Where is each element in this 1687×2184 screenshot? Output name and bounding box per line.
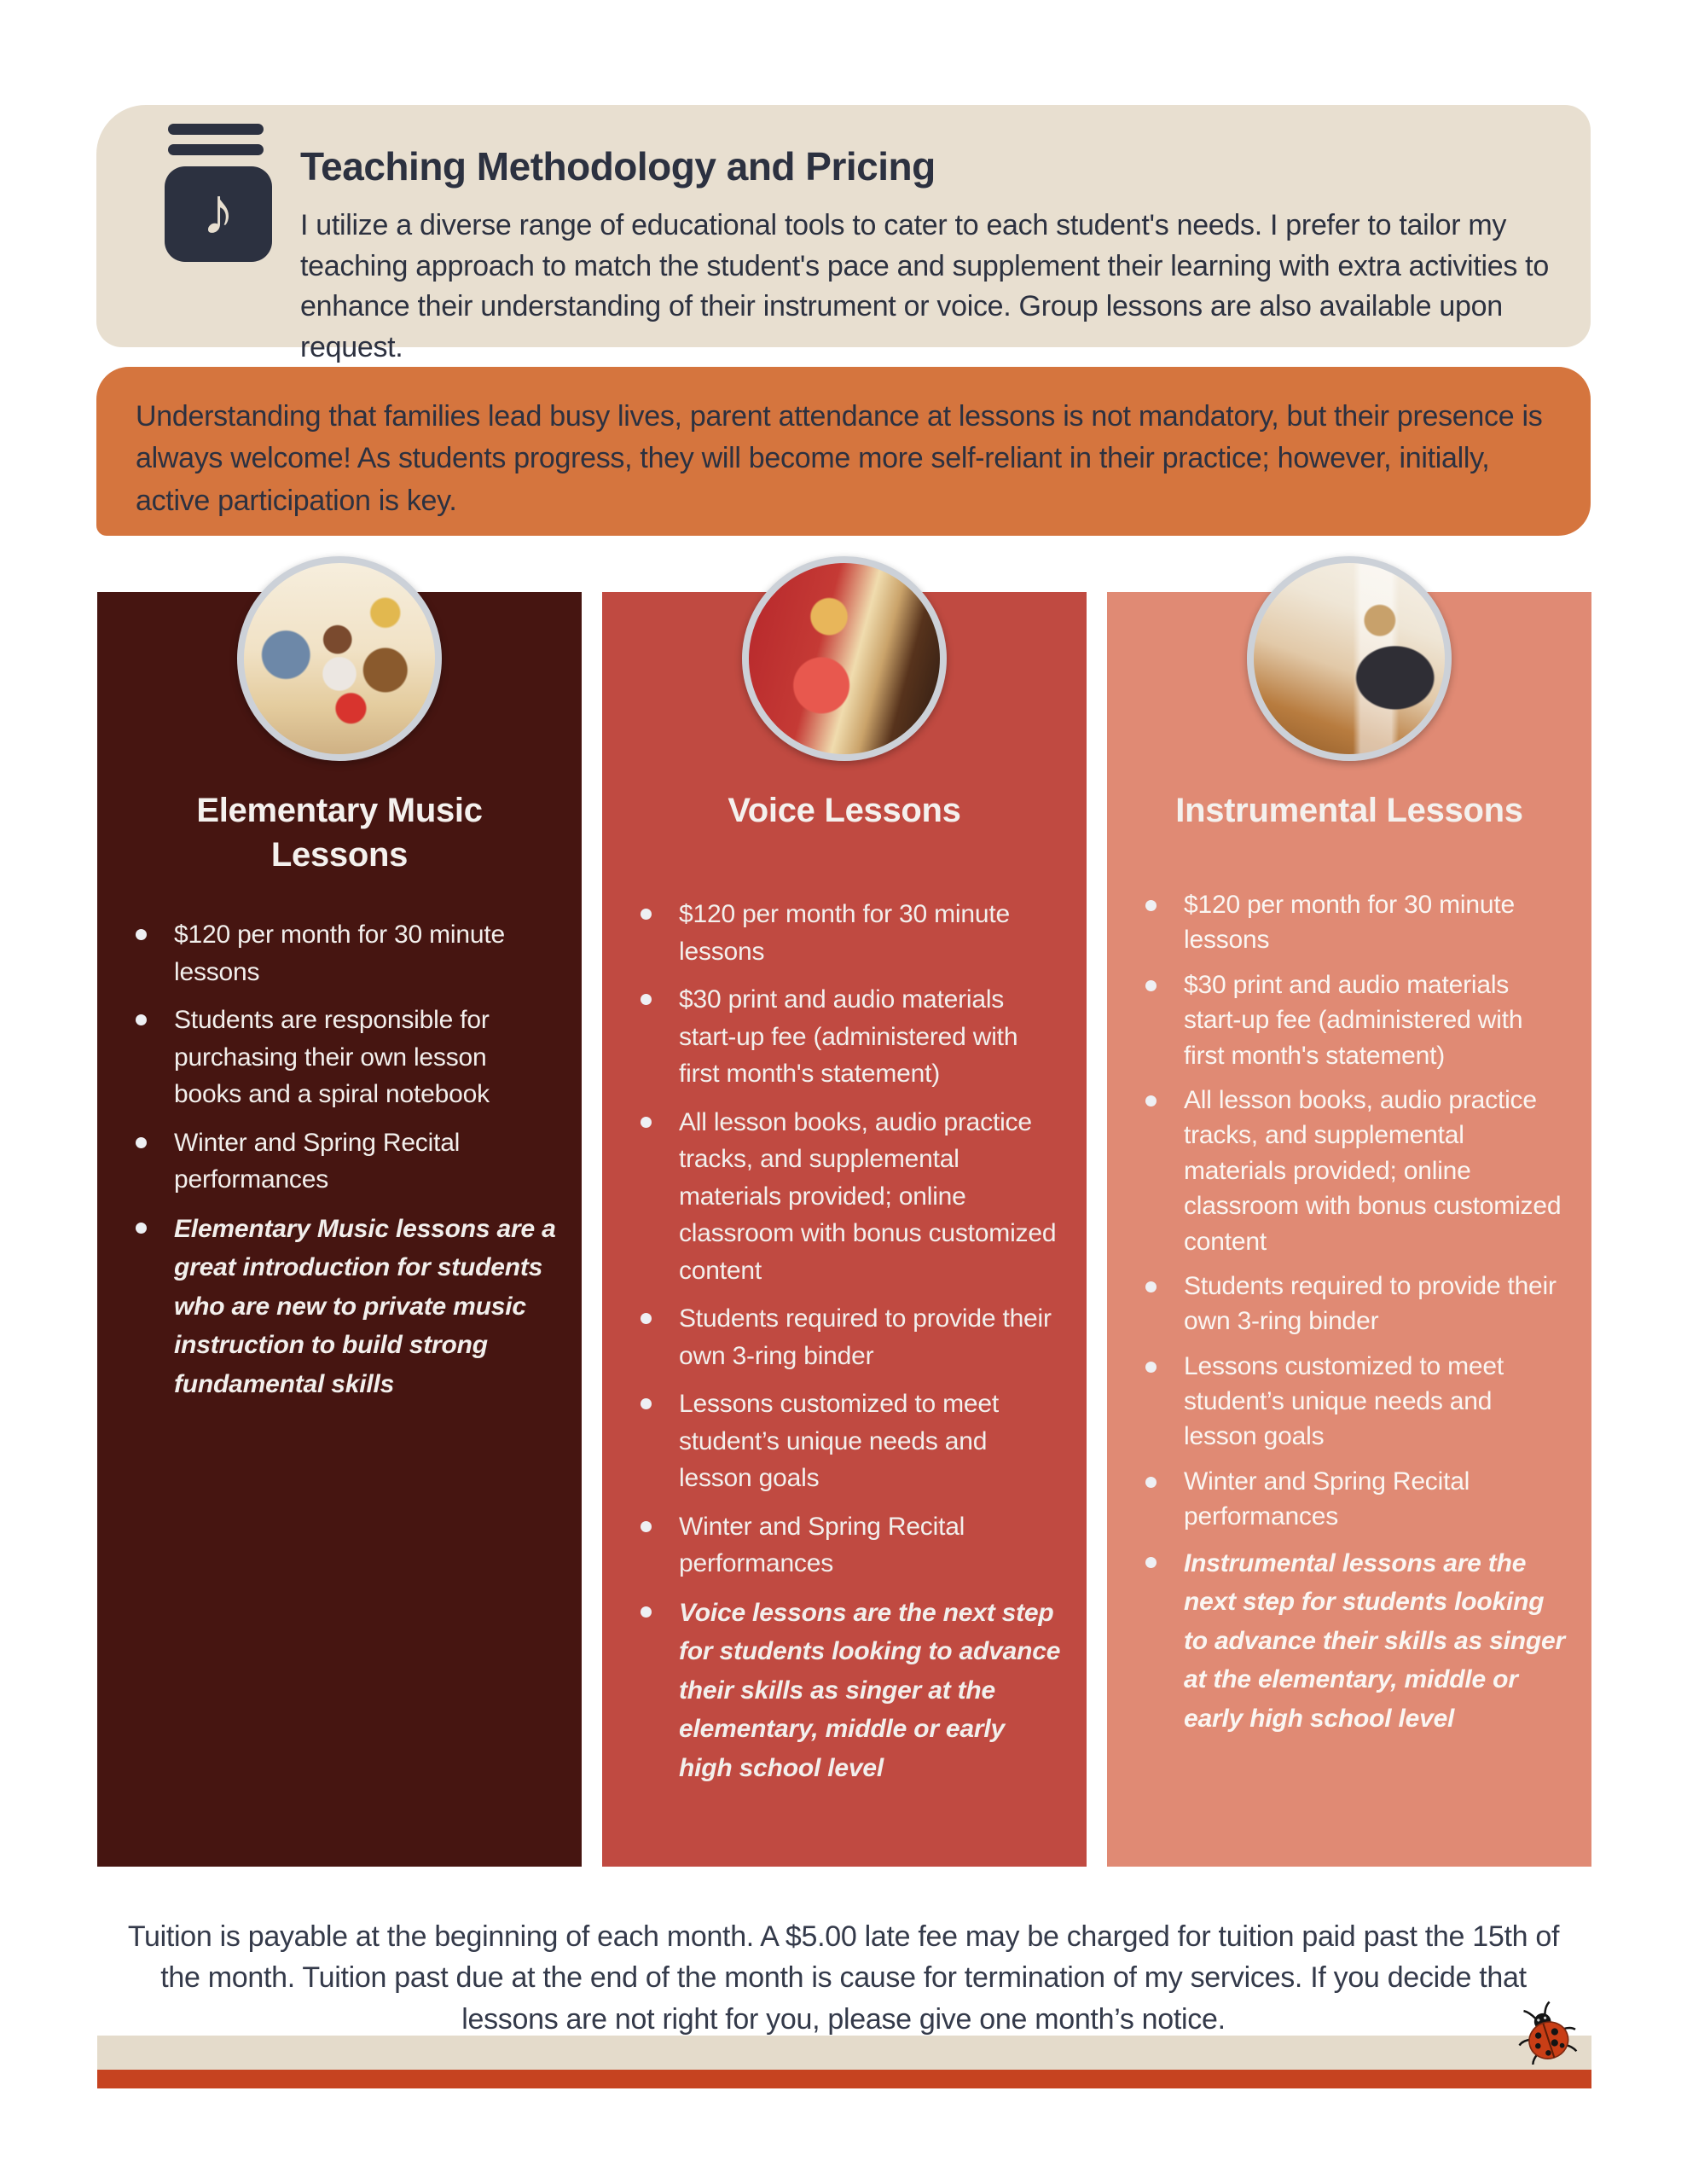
bullet-item: $120 per month for 30 minute lessons bbox=[1141, 887, 1569, 958]
music-note-icon bbox=[165, 166, 272, 262]
bullet-item: Voice lessons are the next step for students looking to advance their skills as singer at the elementary, middle or early high school level bbox=[636, 1594, 1064, 1788]
bullet-item: Lessons customized to meet student’s unique needs and lesson goals bbox=[636, 1385, 1064, 1497]
bullet-item: Winter and Spring Recital performances bbox=[636, 1508, 1064, 1583]
column-instrumental-lessons bbox=[1107, 592, 1591, 1867]
bullet-item: All lesson books, audio practice tracks, and supplemental materials provided; online classroom with bonus customized content bbox=[636, 1104, 1064, 1290]
column-title: Voice Lessons bbox=[728, 792, 961, 829]
icon-line-bottom bbox=[168, 144, 264, 155]
tuition-policy-note: Tuition is payable at the beginning of each month. A $5.00 late fee may be charged for tuition paid past the 15th of the month. Tuition past due at the end of the month is cause for termination of my services. If you decide that lessons are not right for you, please give one month’s notice. bbox=[127, 1920, 1560, 2036]
bullet-item: Students are responsible for purchasing their own lesson books and a spiral notebook bbox=[131, 1002, 559, 1113]
ladybug-icon bbox=[1510, 1998, 1583, 2068]
notice-text: Understanding that families lead busy lives, parent attendance at lessons is not mandatory, but their presence is always welcome! As students progress, they will become more self-reliant in their practice; however, initially, active participation is key. bbox=[136, 400, 1543, 517]
girl-singing-at-piano-photo bbox=[742, 556, 947, 761]
bullet-item: Lessons customized to meet student’s unique needs and lesson goals bbox=[1141, 1349, 1569, 1455]
bullet-item: $30 print and audio materials start-up fee (administered with first month's statement) bbox=[636, 981, 1064, 1093]
bullet-list bbox=[1141, 887, 1569, 1748]
header-paragraph: I utilize a diverse range of educational tools to cater to each student's needs. I prefer to tailor my teaching approach to match the student's pace and supplement their learning with extra activities to enhance their understanding of their instrument or voice. Group lessons are also available upon request. bbox=[300, 209, 1549, 363]
bullet-item: All lesson books, audio practice tracks, and supplemental materials provided; online classroom with bonus customized content bbox=[1141, 1083, 1569, 1259]
teen-playing-flute-by-piano-photo bbox=[1247, 556, 1452, 761]
column-voice-lessons bbox=[602, 592, 1087, 1867]
footer-orange-bar bbox=[97, 2070, 1591, 2088]
icon-line-top bbox=[168, 124, 264, 135]
column-title: Elementary Music Lessons bbox=[196, 792, 483, 874]
bullet-item: $30 print and audio materials start-up fee (administered with first month's statement) bbox=[1141, 967, 1569, 1073]
bullet-list bbox=[636, 896, 1064, 1798]
bullet-item: Instrumental lessons are the next step for students looking to advance their skills as singer at the elementary, middle or early high school level bbox=[1141, 1544, 1569, 1739]
page-title: Teaching Methodology and Pricing bbox=[300, 143, 936, 189]
bullet-item: $120 per month for 30 minute lessons bbox=[131, 916, 559, 990]
bullet-item: Winter and Spring Recital performances bbox=[1141, 1464, 1569, 1535]
bullet-item: Winter and Spring Recital performances bbox=[131, 1124, 559, 1199]
bullet-item: Students required to provide their own 3-ring binder bbox=[636, 1300, 1064, 1374]
column-title: Instrumental Lessons bbox=[1175, 792, 1523, 829]
bullet-item: Students required to provide their own 3-ring binder bbox=[1141, 1269, 1569, 1339]
footer-beige-bar bbox=[97, 2036, 1591, 2070]
column-elementary-music-lessons bbox=[97, 592, 582, 1867]
bullet-item: $120 per month for 30 minute lessons bbox=[636, 896, 1064, 970]
parent-attendance-notice bbox=[96, 367, 1591, 536]
header-card bbox=[96, 105, 1591, 363]
bullet-item: Elementary Music lessons are a great introduction for students who are new to private music instruction to build strong fundamental skills bbox=[131, 1210, 559, 1404]
bullet-list bbox=[131, 916, 559, 1414]
children-playing-instruments-photo bbox=[237, 556, 442, 761]
music-note-card-icon bbox=[165, 124, 275, 262]
music-note-glyph: ♪ bbox=[201, 173, 235, 248]
